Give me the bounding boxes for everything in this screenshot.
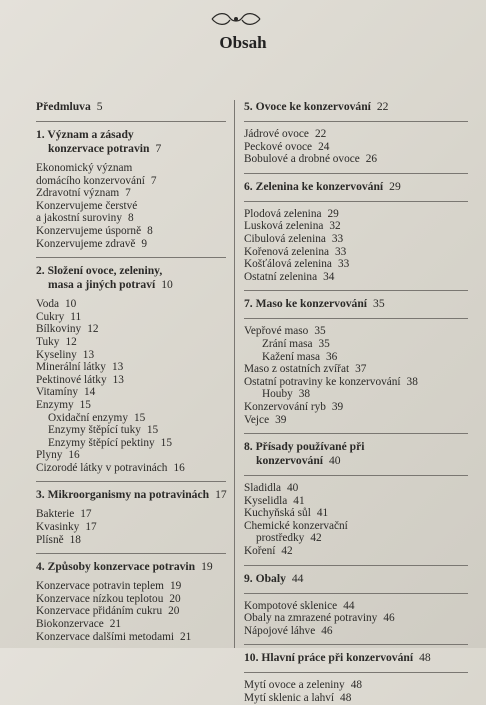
toc-entry[interactable] <box>244 692 468 705</box>
toc-entry[interactable] <box>244 679 468 692</box>
toc-entry-title: Bílkoviny <box>36 323 82 336</box>
toc-entry[interactable] <box>244 363 468 376</box>
toc-chapter-heading[interactable] <box>244 297 468 311</box>
toc-chapter-heading[interactable] <box>244 180 468 194</box>
toc-page-number: 34 <box>323 270 335 283</box>
toc-entry[interactable] <box>36 618 226 631</box>
toc-page-number: 12 <box>87 323 99 336</box>
toc-chapter-heading[interactable] <box>244 440 468 454</box>
toc-entry-title: Jádrové ovoce <box>244 128 309 140</box>
toc-chapter-heading[interactable] <box>244 454 468 468</box>
toc-page-number: 41 <box>293 494 305 507</box>
toc-page-number: 40 <box>287 482 299 495</box>
section-divider <box>36 257 226 258</box>
toc-entry-title: 4. Způsoby konzervace potravin <box>36 560 196 574</box>
toc-entry[interactable] <box>36 200 226 213</box>
toc-entry-title: Zdravotní význam <box>36 187 120 200</box>
toc-page-number: 8 <box>147 224 153 237</box>
toc-page-number: 32 <box>329 220 341 233</box>
section-divider <box>244 201 468 202</box>
toc-entry[interactable] <box>244 482 468 495</box>
section-divider <box>244 433 468 434</box>
toc-entry-title: Konzervujeme čerstvé <box>36 199 138 212</box>
toc-page-number: 15 <box>79 398 91 411</box>
toc-entry[interactable] <box>244 612 468 625</box>
toc-entry-title: konzervování <box>256 454 323 468</box>
toc-entry[interactable] <box>36 361 226 374</box>
toc-page-number: 40 <box>329 454 341 468</box>
toc-entry-title: Oxidační enzymy <box>48 411 128 424</box>
toc-page-number: 22 <box>314 128 327 140</box>
toc-page-number: 46 <box>383 612 395 625</box>
toc-entry-title: Konzervace dalšími metodami <box>36 630 175 643</box>
toc-entry-title: Konzervace přidáním cukru <box>36 605 163 618</box>
toc-entry[interactable] <box>244 625 468 638</box>
section-divider <box>244 290 468 291</box>
toc-entry[interactable] <box>36 225 226 238</box>
toc-chapter-heading[interactable] <box>36 128 226 142</box>
toc-page-number: 13 <box>112 373 124 386</box>
toc-right-column <box>244 100 468 705</box>
toc-entry-title: Sladidla <box>244 482 282 495</box>
toc-page-number: 15 <box>160 436 172 449</box>
toc-entry-title: Plísně <box>36 533 64 546</box>
toc-entry[interactable] <box>36 605 226 618</box>
section-divider <box>244 173 468 174</box>
toc-page-number: 35 <box>314 325 326 338</box>
toc-entry[interactable] <box>244 233 468 246</box>
toc-entry-title: Chemické konzervační <box>244 519 348 532</box>
toc-page-number: 17 <box>80 508 92 521</box>
toc-entry-title: Konzervování ryb <box>244 400 326 413</box>
toc-entry-title: Mytí ovoce a zeleniny <box>244 679 345 692</box>
section-divider <box>36 553 226 554</box>
toc-page-number: 35 <box>318 337 330 350</box>
toc-page-number: 44 <box>343 599 355 612</box>
toc-entry-title: a jakostní suroviny <box>36 212 122 225</box>
toc-entry-title: Kořenová zelenina <box>244 245 329 258</box>
toc-entry-title: Předmluva <box>36 100 91 113</box>
toc-entry[interactable] <box>36 187 226 200</box>
toc-entry-title: Bakterie <box>36 508 75 521</box>
toc-entry[interactable] <box>244 246 468 259</box>
toc-page-number: 33 <box>335 245 347 258</box>
toc-entry[interactable] <box>244 128 468 141</box>
toc-entry-title: Kvasinky <box>36 521 80 534</box>
toc-entry[interactable] <box>36 311 226 324</box>
toc-page-number: 29 <box>327 207 339 220</box>
toc-entry[interactable] <box>244 520 468 533</box>
toc-page-number: 26 <box>365 153 378 166</box>
toc-page-number: 16 <box>68 449 80 462</box>
toc-page-number: 29 <box>389 179 401 193</box>
toc-page-number: 13 <box>111 361 124 374</box>
toc-page-number: 21 <box>109 618 122 631</box>
toc-entry-title: Ekonomický význam <box>36 162 133 174</box>
toc-chapter-heading[interactable] <box>36 488 226 502</box>
toc-entry[interactable] <box>36 424 226 437</box>
toc-entry[interactable] <box>36 412 226 425</box>
toc-page-number: 22 <box>376 100 389 113</box>
toc-entry[interactable] <box>244 388 468 401</box>
toc-entry[interactable] <box>244 376 468 389</box>
toc-entry-title: Konzervujeme úsporně <box>36 224 142 237</box>
toc-entry[interactable] <box>244 271 468 284</box>
toc-entry-title: 3. Mikroorganismy na potravinách <box>36 488 210 502</box>
toc-page-number: 33 <box>331 232 344 245</box>
toc-page-number: 36 <box>326 350 338 363</box>
toc-entry[interactable] <box>244 532 468 545</box>
toc-page-number: 17 <box>215 488 227 502</box>
toc-entry[interactable] <box>36 238 226 251</box>
section-divider <box>244 672 468 673</box>
toc-page-number: 13 <box>82 348 95 361</box>
toc-page-number: 20 <box>168 605 180 618</box>
toc-page-number: 15 <box>134 411 146 424</box>
toc-entry[interactable] <box>244 325 468 338</box>
toc-chapter-heading[interactable] <box>244 100 468 114</box>
section-divider <box>244 565 468 566</box>
toc-entry-title: Plodová zelenina <box>244 207 322 220</box>
toc-page-number: 20 <box>169 592 181 605</box>
section-divider <box>244 318 468 319</box>
toc-chapter-heading[interactable] <box>244 572 468 586</box>
toc-entry-title: Mytí sklenic a lahví <box>244 692 335 705</box>
toc-page-number: 35 <box>373 297 385 311</box>
toc-entry-title: Cukry <box>36 310 65 323</box>
toc-entry-title: Nápojové láhve <box>244 624 316 637</box>
toc-entry-title: Houby <box>262 388 293 401</box>
toc-page-number: 7 <box>155 142 162 155</box>
toc-entry[interactable] <box>244 208 468 221</box>
toc-entry[interactable] <box>36 298 226 311</box>
toc-entry-title: 2. Složení ovoce, zeleniny, <box>36 264 163 278</box>
toc-page-number: 14 <box>84 386 96 399</box>
toc-page-number: 39 <box>331 400 344 413</box>
toc-entry-title: Cibulová zelenina <box>244 232 326 245</box>
section-divider <box>244 593 468 594</box>
toc-page-number: 42 <box>281 545 293 558</box>
column-divider <box>234 100 235 648</box>
toc-entry-title: prostředky <box>256 532 305 545</box>
toc-entry[interactable] <box>244 338 468 351</box>
toc-entry[interactable] <box>36 162 226 175</box>
toc-page-number: 17 <box>85 521 97 534</box>
toc-entry-title: 5. Ovoce ke konzervování <box>244 100 371 113</box>
toc-entry-title: 7. Maso ke konzervování <box>244 297 368 311</box>
toc-entry[interactable] <box>244 258 468 271</box>
toc-page-number: 8 <box>127 212 134 225</box>
toc-entry-title: Peckové ovoce <box>244 140 313 153</box>
toc-entry-title: Koření <box>244 545 276 558</box>
toc-entry-title: Cizorodé látky v potravinách <box>36 461 168 474</box>
toc-entry-title: Vejce <box>244 413 270 426</box>
toc-page-number: 19 <box>201 560 213 574</box>
toc-page-number: 10 <box>161 278 173 292</box>
toc-page-number: 16 <box>173 461 185 474</box>
toc-page-number: 46 <box>321 624 333 637</box>
toc-page-number: 12 <box>65 335 77 348</box>
toc-entry[interactable] <box>36 593 226 606</box>
toc-entry-title: Pektinové látky <box>36 373 107 386</box>
toc-chapter-heading[interactable] <box>36 560 226 574</box>
section-divider <box>36 481 226 482</box>
toc-entry-title: Kyseliny <box>36 348 77 361</box>
toc-entry-title: Maso z ostatních zvířat <box>244 363 350 376</box>
toc-entry[interactable] <box>36 323 226 336</box>
toc-entry[interactable] <box>244 507 468 520</box>
toc-entry-title: 6. Zelenina ke konzervování <box>244 179 384 193</box>
toc-page-number: 38 <box>406 375 418 388</box>
toc-entry[interactable] <box>244 495 468 508</box>
toc-entry[interactable] <box>244 351 468 364</box>
toc-page-number: 15 <box>146 424 159 437</box>
toc-chapter-heading[interactable] <box>36 142 226 156</box>
toc-entry-title: 8. Přísady používané při <box>244 440 365 454</box>
toc-page-number: 42 <box>310 532 322 545</box>
toc-page-number: 24 <box>318 140 330 153</box>
toc-entry-title: Tuky <box>36 335 60 348</box>
toc-page-number: 33 <box>337 258 350 271</box>
toc-entry[interactable] <box>36 580 226 593</box>
toc-entry-title: Voda <box>36 298 60 311</box>
toc-entry[interactable] <box>36 212 226 225</box>
toc-entry-title: Enzymy štěpící tuky <box>48 424 141 437</box>
toc-entry-title: masa a jiných potraví <box>48 278 156 292</box>
toc-entry-title: Kompotové sklenice <box>244 599 338 612</box>
toc-entry-title: Konzervujeme zdravě <box>36 237 136 250</box>
toc-entry-title: Konzervace potravin teplem <box>36 580 164 593</box>
toc-entry-title: Konzervace nízkou teplotou <box>36 592 164 605</box>
toc-entry-title: Vepřové maso <box>244 325 309 338</box>
toc-chapter-heading[interactable] <box>36 264 226 278</box>
toc-entry[interactable] <box>244 141 468 154</box>
toc-page-number: 21 <box>180 630 192 643</box>
toc-page-number: 9 <box>141 237 148 250</box>
toc-entry[interactable] <box>36 349 226 362</box>
toc-left-column <box>36 100 226 643</box>
toc-entry-title: Kažení masa <box>262 350 321 363</box>
toc-page-number: 48 <box>419 651 431 665</box>
toc-page-number: 7 <box>150 174 157 187</box>
toc-entry[interactable] <box>36 336 226 349</box>
toc-entry[interactable] <box>36 386 226 399</box>
toc-entry-title: Kyselidla <box>244 494 288 507</box>
toc-page-number: 38 <box>298 388 311 401</box>
toc-entry-title: Vitamíny <box>36 386 78 399</box>
toc-entry[interactable] <box>36 534 226 547</box>
toc-page-number: 39 <box>275 413 287 426</box>
toc-entry[interactable] <box>36 437 226 450</box>
toc-entry-title: Ostatní zelenina <box>244 270 318 283</box>
toc-entry-title: Obaly na zmrazené potraviny <box>244 612 378 625</box>
toc-entry-title: konzervace potravin <box>48 142 150 155</box>
toc-entry[interactable] <box>244 401 468 414</box>
toc-entry[interactable] <box>36 175 226 188</box>
page-title: Obsah <box>219 33 267 52</box>
toc-page-number: 44 <box>291 571 304 585</box>
toc-entry-title: Enzymy štěpící pektiny <box>48 436 155 449</box>
toc-page-number: 19 <box>169 580 182 593</box>
toc-chapter-heading[interactable] <box>36 100 226 114</box>
toc-entry-title: 10. Hlavní práce při konzervování <box>244 651 414 665</box>
toc-page-number: 7 <box>125 187 131 200</box>
toc-entry[interactable] <box>36 449 226 462</box>
toc-entry[interactable] <box>244 414 468 427</box>
toc-page-number: 41 <box>316 507 329 520</box>
toc-entry-title: Bobulové a drobné ovoce <box>244 153 360 166</box>
toc-page-number: 37 <box>355 363 367 376</box>
toc-entry-title: Plyny <box>36 449 63 462</box>
toc-chapter-heading[interactable] <box>36 278 226 292</box>
toc-entry[interactable] <box>244 220 468 233</box>
toc-entry-title: Košťálová zelenina <box>244 258 332 271</box>
section-divider <box>244 475 468 476</box>
toc-page-number: 11 <box>70 310 82 323</box>
toc-entry[interactable] <box>36 631 226 644</box>
toc-entry[interactable] <box>244 153 468 166</box>
toc-page-number: 48 <box>350 679 362 692</box>
toc-entry[interactable] <box>36 374 226 387</box>
toc-entry-title: Ostatní potraviny ke konzervování <box>244 375 401 388</box>
toc-page-number: 10 <box>65 298 77 311</box>
toc-entry[interactable] <box>36 508 226 521</box>
toc-entry-title: Lusková zelenina <box>244 220 324 233</box>
toc-entry-title: Enzymy <box>36 398 74 411</box>
toc-entry-title: Kuchyňská sůl <box>244 507 311 520</box>
toc-entry-title: Biokonzervace <box>36 618 104 631</box>
toc-entry-title: Minerální látky <box>36 361 106 374</box>
toc-page-number: 18 <box>69 533 81 546</box>
toc-entry[interactable] <box>36 399 226 412</box>
toc-entry[interactable] <box>36 462 226 475</box>
toc-chapter-heading[interactable] <box>244 651 468 665</box>
toc-page-number: 5 <box>96 100 103 113</box>
section-divider <box>36 121 226 122</box>
toc-entry[interactable] <box>244 545 468 558</box>
section-divider <box>244 121 468 122</box>
toc-entry[interactable] <box>36 521 226 534</box>
toc-page-number: 48 <box>340 692 352 705</box>
ornament-icon <box>208 8 264 30</box>
toc-entry-title: Zrání masa <box>262 337 313 350</box>
toc-entry-title: 9. Obaly <box>244 571 286 585</box>
toc-entry-title: domácího konzervování <box>36 174 145 187</box>
toc-entry-title: 1. Význam a zásady <box>36 128 134 141</box>
section-divider <box>244 644 468 645</box>
toc-entry[interactable] <box>244 600 468 613</box>
